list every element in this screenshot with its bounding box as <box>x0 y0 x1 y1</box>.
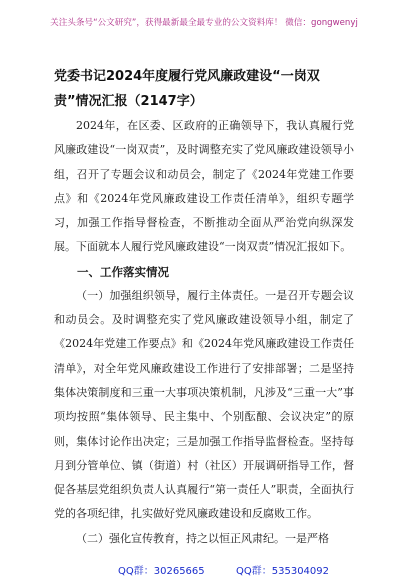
intro-paragraph: 2024年，在区委、区政府的正确领导下，我认真履行党风廉政建设“一岗双责”，及时调整充实了党风廉政建设领导小组，召开了专题会议和动员会，制定了《2024年党建工作要点》和《2024年党风廉政建设工作责任清单》，组织专题学习，加强工作指导督检查，不断推动全面从严治党向纵深发展。下面就本人履行党风廉政建设“一岗双责”情况汇报如下。 <box>54 119 354 254</box>
paragraph-2: （二）强化宣传教育，持之以恒正风肃纪。一是严格 <box>76 531 329 545</box>
document-title: 党委书记2024年度履行党风廉政建设“一岗双责”情况汇报（2147字） <box>54 69 320 109</box>
document-body <box>54 64 354 551</box>
top-banner <box>0 0 408 40</box>
qq-group-2: QQ群：535304092 <box>236 566 330 577</box>
section-heading: 一、工作落实情况 <box>77 264 169 279</box>
qq-group-1: QQ群：30265665 <box>118 566 205 577</box>
paragraph-1: （一）加强组织领导，履行主体责任。一是召开专题会议和动员会。及时调整充实了党风廉政建设领导小组，制定了《2024年党建工作要点》和《2024年党风廉政建设工作责任清单》，对全年党风廉政建设工作进行了安排部署；二是坚持集体决策制度和三重一大事项决策机制，凡涉及“三重一大”事项均按照“集体领导、民主集中、个别酝酿、会议决定”的原则，集体讨论作出决定；三是加强工作指导监督检查。坚持每月到分管单位、镇（街道）村（社区）开展调研指导工作，督促各基层党组织负责人认真履行“第一责任人”职责，全面执行党的各项纪律，扎实做好党风廉政建设和反腐败工作。 <box>54 288 354 521</box>
footer <box>0 558 408 578</box>
banner-text: 关注头条号“公文研究”，获得最新最全最专业的公文资料库！ 微信：gongwenyj <box>50 18 358 28</box>
